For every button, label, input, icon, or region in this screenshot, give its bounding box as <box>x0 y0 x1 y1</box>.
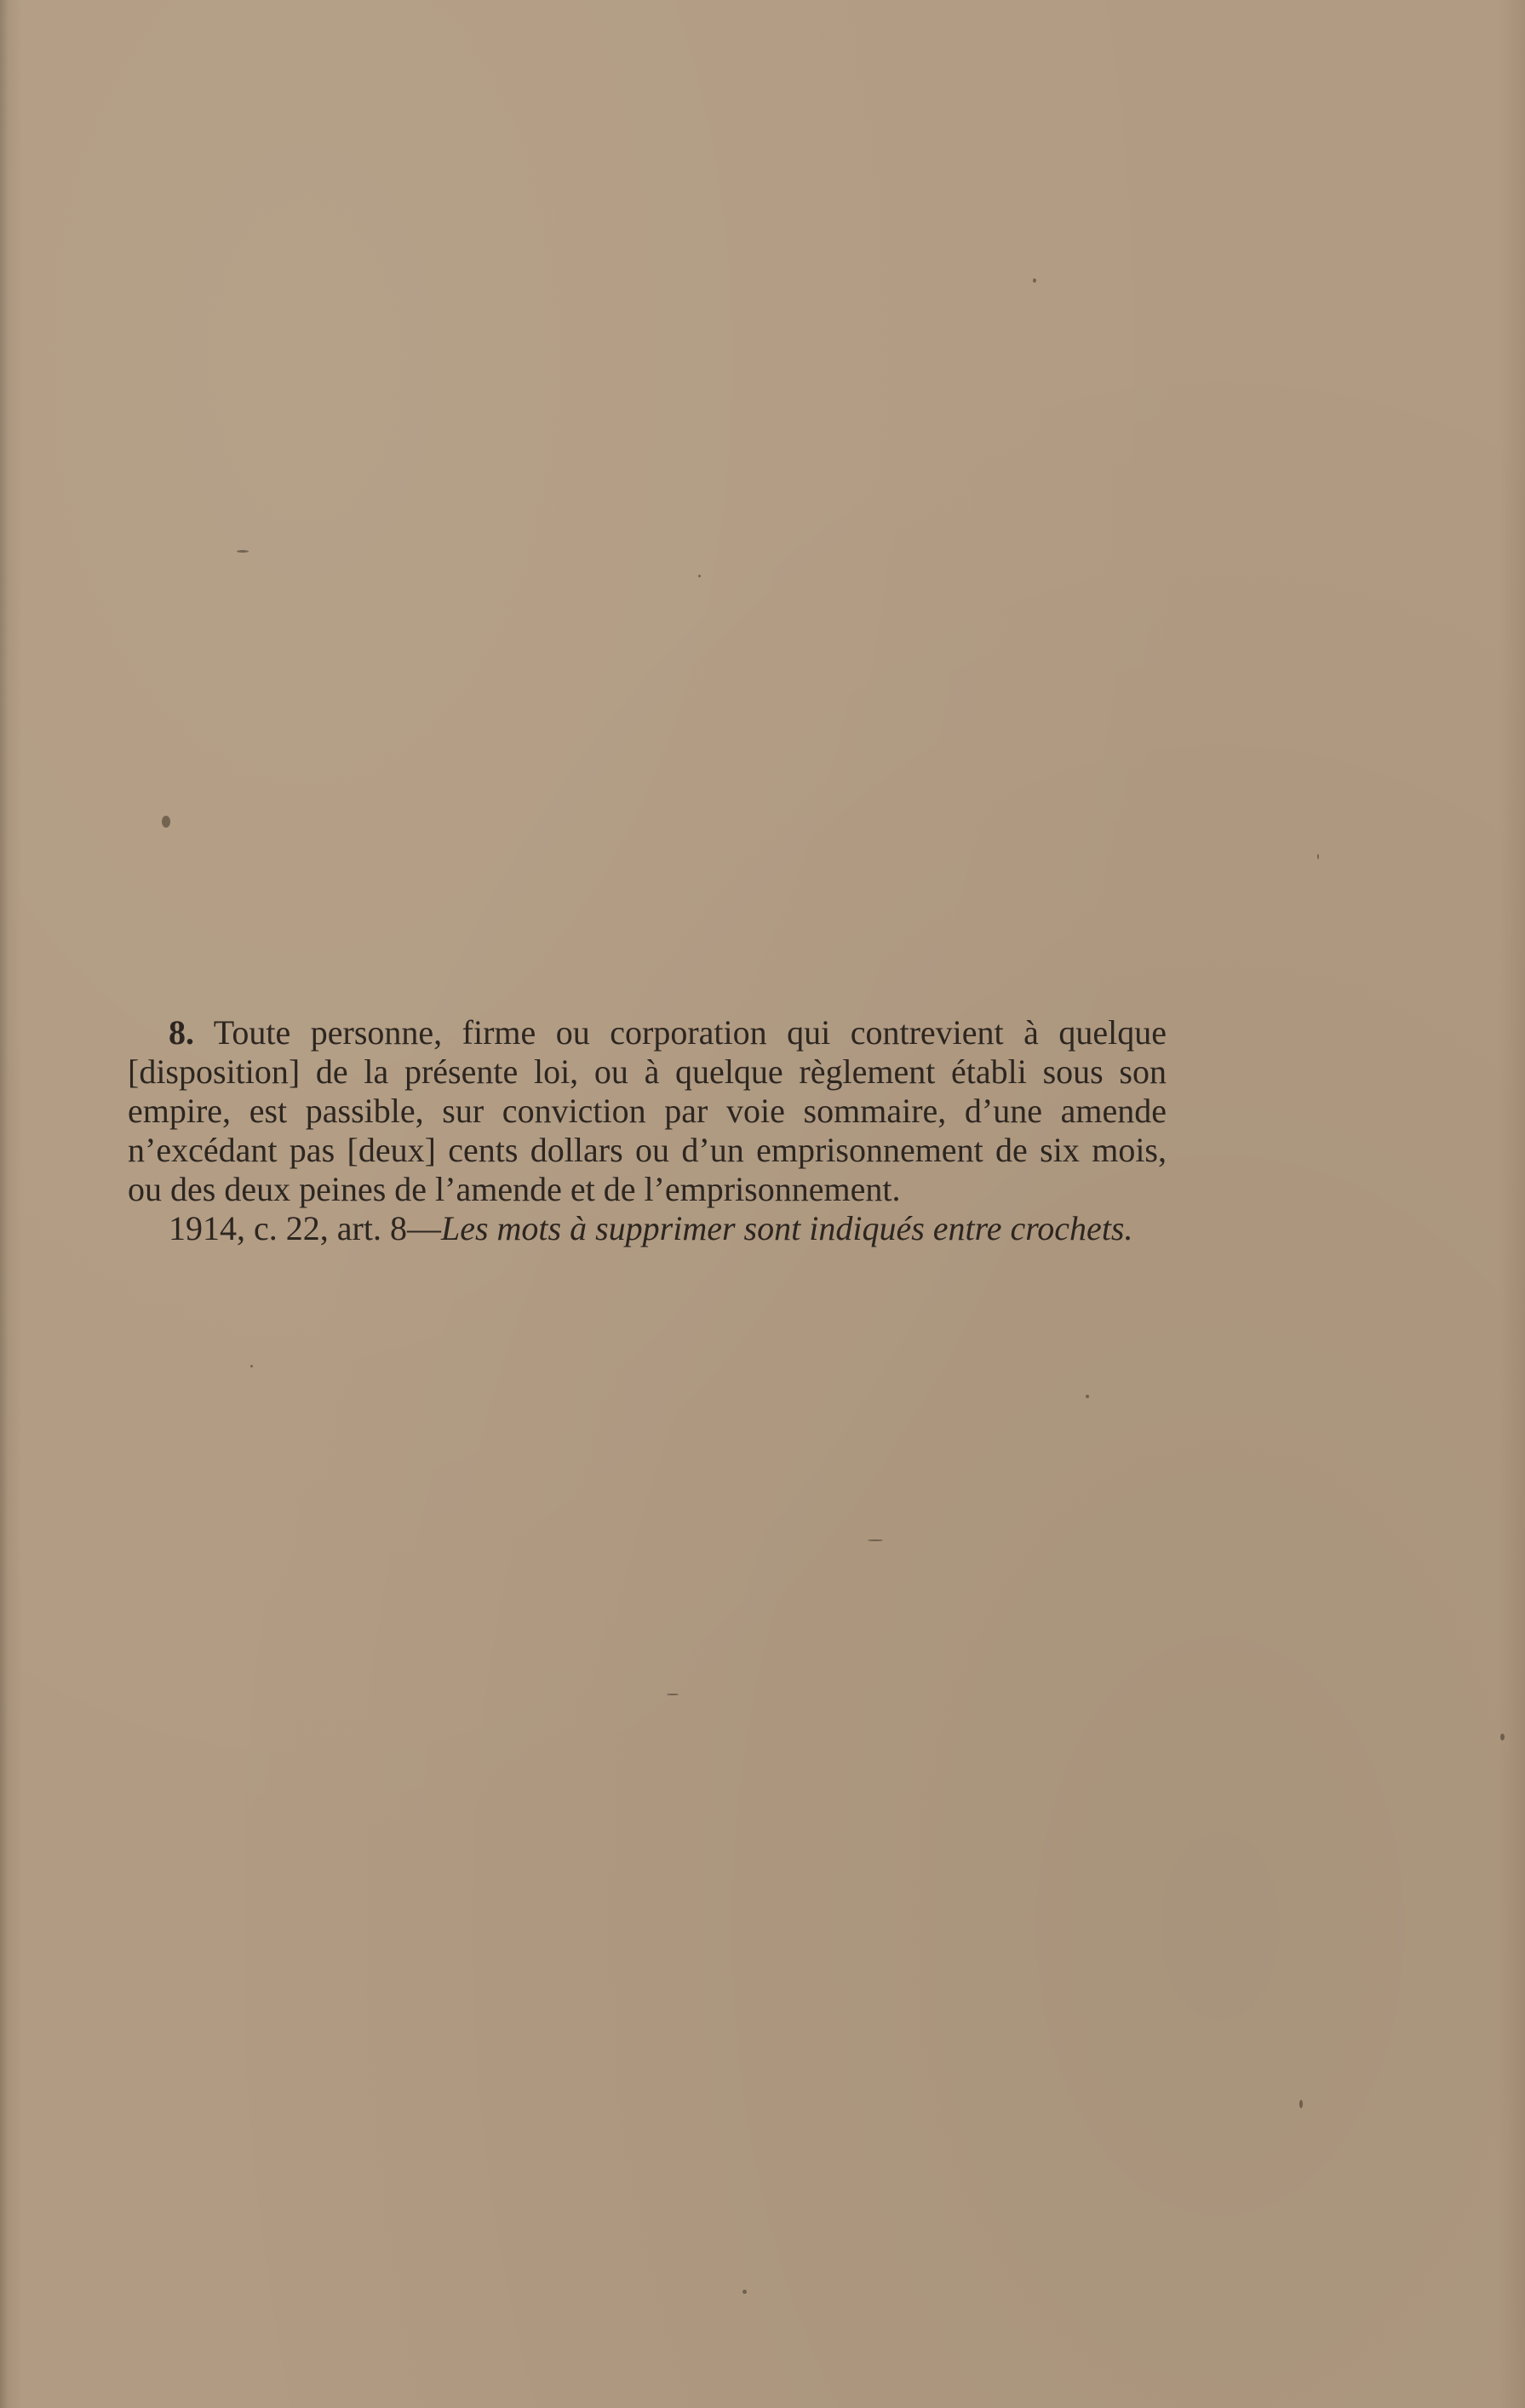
paper-fleck <box>1299 2100 1303 2108</box>
paper-fleck <box>868 1539 883 1541</box>
paper-fleck <box>1317 854 1319 859</box>
paper-fleck <box>1086 1395 1089 1398</box>
paper-fleck <box>237 550 249 553</box>
paper-fleck <box>742 2290 747 2294</box>
section-text-block <box>128 1013 1167 1248</box>
note-citation: 1914, c. 22, art. 8— <box>169 1209 441 1247</box>
section-number: 8. <box>169 1013 194 1052</box>
paper-fleck <box>1500 1734 1505 1740</box>
paper-fleck <box>667 1694 679 1695</box>
paper-fleck <box>698 575 701 577</box>
paper-fleck <box>162 816 170 828</box>
paper-fleck <box>1033 278 1036 283</box>
section-paragraph <box>128 1013 1167 1209</box>
amendment-note <box>128 1209 1167 1248</box>
note-italic-text: Les mots à supprimer sont indiqués entre crochets. <box>440 1209 1133 1247</box>
paper-fleck <box>250 1365 253 1367</box>
section-body: Toute personne, firme ou corporation qui contrevient à quelque [disposition] de la présente loi, ou à quelque règlement établi sous son empire, est passible, sur conviction par voie sommaire, d’une amende n’excédant pas [deux] cents dollars ou d’un emprisonnement de six mois, ou des deux peines de l’amende et de l’emprisonnement. <box>128 1013 1167 1208</box>
